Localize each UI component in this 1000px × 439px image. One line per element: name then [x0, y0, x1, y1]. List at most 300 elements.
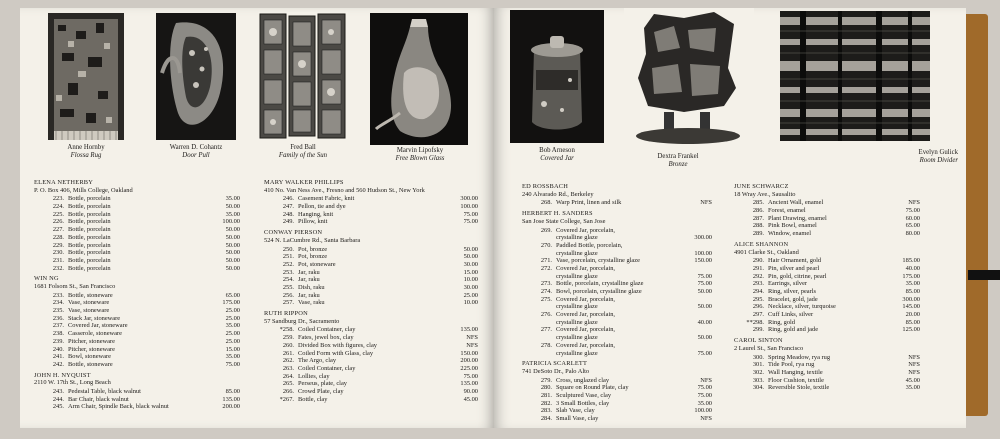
- item-description: crystalline glaze: [556, 318, 598, 326]
- item-number: 288.: [752, 222, 764, 230]
- item-description: Bottle, porcelain: [68, 218, 111, 226]
- item-price: 300.00: [694, 234, 712, 242]
- catalog-item-row: [34, 211, 240, 219]
- photo-family-of-the-sun: [258, 12, 348, 142]
- left-page: [20, 8, 494, 428]
- item-description: Covered Jar, porcelain,: [556, 341, 616, 349]
- catalog-item-row: [34, 403, 240, 411]
- catalog-item-row: [34, 330, 240, 338]
- artist-section: [734, 241, 920, 334]
- item-list: [734, 354, 920, 392]
- catalog-item-row: [734, 303, 920, 311]
- catalog-item-row: [522, 400, 712, 408]
- item-description: Covered Jar, porcelain,: [556, 295, 616, 303]
- item-list: [264, 326, 478, 403]
- artist-address: 57 Sandburg Dr., Sacramento: [264, 317, 340, 325]
- photo-flossa-rug: [48, 13, 124, 140]
- item-description: The Argo, clay: [298, 357, 337, 365]
- catalog-item-row: [264, 218, 478, 226]
- item-number: 303.: [752, 376, 764, 384]
- item-price: NFS: [700, 199, 712, 207]
- item-list: [522, 199, 712, 207]
- right-page: [494, 8, 966, 428]
- item-price: 185.00: [902, 257, 920, 265]
- catalog-item-row: [264, 253, 478, 261]
- catalog-item-row: [34, 361, 240, 369]
- artist-address: 410 No. Van Ness Ave., Fresno and 560 Hudson St., New York: [264, 186, 425, 194]
- item-description: Vase, stoneware: [68, 307, 110, 315]
- item-description: Wall Hanging, textile: [768, 368, 823, 376]
- item-number: 302.: [752, 368, 764, 376]
- item-description: Spring Meadow, rya rug: [768, 353, 831, 361]
- item-number: 251.: [282, 253, 294, 261]
- item-number: *267.: [279, 395, 294, 403]
- item-number: 300.: [752, 353, 764, 361]
- item-price: 135.00: [460, 380, 478, 388]
- item-number: 284.: [540, 415, 552, 423]
- item-number: 245.: [52, 403, 64, 411]
- catalog-item-row: [264, 350, 478, 358]
- item-price: 100.00: [460, 203, 478, 211]
- item-number: 243.: [52, 387, 64, 395]
- catalog-item-row: [264, 299, 478, 307]
- item-price: NFS: [908, 199, 920, 207]
- item-number: 279.: [540, 376, 552, 384]
- item-price: 35.00: [225, 210, 240, 218]
- item-number: 282.: [540, 399, 552, 407]
- item-number: 296.: [752, 303, 764, 311]
- item-description: Covered Jar, porcelain,: [556, 326, 616, 334]
- item-description: crystalline glaze: [556, 303, 598, 311]
- item-price: 200.00: [460, 357, 478, 365]
- item-description: Cuff Links, silver: [768, 311, 814, 319]
- catalog-item-row: [522, 303, 712, 311]
- artist-section: [34, 275, 240, 368]
- item-number: 226.: [52, 218, 64, 226]
- item-price: 35.00: [225, 353, 240, 361]
- item-price: 35.00: [905, 384, 920, 392]
- item-price: 75.00: [697, 349, 712, 357]
- catalog-item-row: [264, 261, 478, 269]
- item-number: 224.: [52, 203, 64, 211]
- catalog-item-row: [734, 230, 920, 238]
- item-price: 20.00: [905, 311, 920, 319]
- item-price: 75.00: [225, 360, 240, 368]
- item-description: Reversible Stole, textile: [768, 384, 830, 392]
- item-list: [522, 377, 712, 423]
- caption-artist: Warren D. Cohantz: [169, 144, 223, 151]
- artist-name: ALICE SHANNON: [734, 240, 789, 248]
- item-number: 283.: [540, 407, 552, 415]
- item-price: 30.00: [463, 260, 478, 268]
- caption-title: Door Pull: [182, 152, 210, 159]
- item-price: 85.00: [225, 387, 240, 395]
- cover-stripe: [968, 270, 1000, 280]
- item-description: Divided Box with figures, clay: [298, 341, 377, 349]
- item-number: 254.: [282, 276, 294, 284]
- catalog-item-row: [522, 415, 712, 423]
- item-description: Bowl, porcelain, crystalline glaze: [556, 288, 642, 295]
- item-price: 15.00: [463, 268, 478, 276]
- item-number: 293.: [752, 280, 764, 288]
- item-description: Covered Jar, porcelain,: [556, 226, 616, 234]
- artist-section: [264, 310, 478, 403]
- catalog-item-row: [522, 334, 712, 342]
- catalog-item-row: [264, 373, 478, 381]
- item-description: Pillow, knit: [298, 218, 328, 226]
- item-description: Coiled Container, clay: [298, 326, 356, 334]
- catalog-item-row: [734, 199, 920, 207]
- catalog-item-row: [264, 380, 478, 388]
- item-number: 249.: [282, 218, 294, 226]
- item-number: 248.: [282, 210, 294, 218]
- catalog-item-row: [264, 269, 478, 277]
- item-description: Jar, raku: [298, 268, 320, 276]
- item-number: 286.: [752, 207, 764, 215]
- catalog-item-row: [264, 276, 478, 284]
- catalog-item-row: [34, 249, 240, 257]
- item-number: 240.: [52, 345, 64, 353]
- item-number: 275.: [540, 295, 552, 303]
- catalog-item-row: [522, 288, 712, 296]
- catalog-item-row: [522, 234, 712, 242]
- artist-name: JUNE SCHWARCZ: [734, 183, 789, 190]
- item-description: Hanging, knit: [298, 210, 334, 218]
- item-number: 294.: [752, 288, 764, 295]
- catalog-item-row: [264, 292, 478, 300]
- caption-lipofsky: [372, 147, 468, 163]
- artist-section: [264, 229, 478, 307]
- item-price: 35.00: [905, 280, 920, 288]
- item-description: Dish, raku: [298, 284, 325, 291]
- item-number: 304.: [752, 384, 764, 392]
- caption-title: Room Divider: [919, 157, 958, 164]
- item-number: 231.: [52, 256, 64, 264]
- catalog-item-row: [34, 346, 240, 354]
- item-description: Hair Ornament, gold: [768, 257, 822, 265]
- item-number: 256.: [282, 291, 294, 299]
- item-price: 75.00: [697, 280, 712, 288]
- column-left-2: [264, 176, 478, 403]
- item-number: 260.: [282, 341, 294, 349]
- item-price: 15.00: [225, 345, 240, 353]
- item-price: 75.00: [905, 207, 920, 215]
- item-description: Lollies, clay: [298, 372, 330, 380]
- item-description: Pitcher, stoneware: [68, 337, 115, 345]
- item-number: 289.: [752, 230, 764, 238]
- artist-name: HERBERT H. SANDERS: [522, 210, 593, 218]
- item-number: 299.: [752, 326, 764, 334]
- item-price: 25.00: [225, 314, 240, 322]
- item-description: Pot, bronze: [298, 253, 328, 261]
- item-description: crystalline glaze: [556, 249, 598, 257]
- item-description: Pot, bronze: [298, 245, 328, 253]
- item-price: 90.00: [463, 387, 478, 395]
- item-description: Tide Pool, rya rug: [768, 361, 815, 369]
- item-price: 135.00: [460, 326, 478, 334]
- caption-title: Family of the Sun: [278, 152, 328, 159]
- item-number: 271.: [540, 257, 552, 265]
- caption-artist: Dextra Frankel: [657, 153, 699, 160]
- catalog-item-row: [34, 265, 240, 273]
- item-price: NFS: [466, 341, 478, 349]
- item-description: Stack Jar, stoneware: [68, 314, 121, 322]
- item-description: Window, enamel: [768, 230, 811, 238]
- catalog-item-row: [522, 265, 712, 273]
- item-description: Vase, porcelain, crystalline glaze: [556, 257, 640, 265]
- catalog-item-row: [264, 326, 478, 334]
- catalog-item-row: [34, 315, 240, 323]
- item-number: 229.: [52, 241, 64, 249]
- item-description: Bottle, porcelain: [68, 256, 111, 264]
- caption-frankel: [638, 153, 718, 169]
- item-price: 50.00: [225, 249, 240, 257]
- item-number: 235.: [52, 307, 64, 315]
- catalog-item-row: [264, 365, 478, 373]
- item-price: NFS: [908, 361, 920, 369]
- item-description: Ring, silver, pearls: [768, 288, 817, 295]
- item-price: 25.00: [463, 291, 478, 299]
- item-price: 50.00: [225, 264, 240, 272]
- item-list: [734, 257, 920, 334]
- artist-address: 4901 Clarke St., Oakland: [734, 248, 799, 256]
- item-price: 125.00: [902, 326, 920, 334]
- item-description: Pin, gold, citrine, pearl: [768, 272, 827, 280]
- item-description: Bracelet, gold, jade: [768, 295, 818, 303]
- catalog-item-row: [734, 377, 920, 385]
- item-description: Necklace, silver, turquoise: [768, 303, 836, 311]
- item-number: 253.: [282, 268, 294, 276]
- item-description: Vase, stoneware: [68, 299, 110, 307]
- photo-door-pull: [156, 13, 236, 140]
- item-description: Pot, stoneware: [298, 260, 336, 268]
- artist-address: 18 Wray Ave., Sausalito: [734, 190, 796, 198]
- item-description: Vase, raku: [298, 299, 325, 307]
- item-description: Square on Round Plate, clay: [556, 384, 629, 392]
- item-price: 75.00: [697, 384, 712, 392]
- catalog-item-row: [264, 195, 478, 203]
- item-description: Bottle, porcelain: [68, 241, 111, 249]
- item-description: Bar Chair, black walnut: [68, 395, 129, 403]
- artist-address: 240 Alvarado Rd., Berkeley: [522, 190, 594, 198]
- caption-artist: Anne Hornby: [67, 144, 105, 151]
- artist-section: [264, 179, 478, 226]
- caption-artist: Evelyn Gulick: [918, 149, 958, 156]
- artist-name: ED ROSSBACH: [522, 183, 569, 190]
- caption-title: Free Blown Glass: [395, 155, 445, 162]
- item-price: 150.00: [694, 257, 712, 265]
- photo-free-blown-glass: [370, 13, 468, 145]
- item-number: 247.: [282, 203, 294, 211]
- item-price: 40.00: [905, 264, 920, 272]
- catalog-item-row: [734, 257, 920, 265]
- caption-title: Bronze: [668, 161, 688, 168]
- item-description: Bowl, stoneware: [68, 353, 111, 361]
- catalog-item-row: [734, 288, 920, 296]
- item-description: Pin, silver and pearl: [768, 264, 820, 272]
- item-price: 300.00: [460, 195, 478, 203]
- artist-section: [522, 183, 712, 207]
- item-description: Pellon, tie and dye: [298, 203, 346, 211]
- item-number: 228.: [52, 233, 64, 241]
- item-number: **298.: [746, 318, 764, 326]
- catalog-item-row: [734, 215, 920, 223]
- catalog-item-row: [34, 195, 240, 203]
- caption-artist: Fred Ball: [290, 144, 316, 151]
- caption-gulick: [870, 149, 958, 165]
- column-left-1: [34, 176, 240, 411]
- item-price: 10.00: [463, 299, 478, 307]
- catalog-item-row: [264, 246, 478, 254]
- caption-title: Flossa Rug: [70, 152, 102, 159]
- item-number: 268.: [540, 199, 552, 207]
- catalog-item-row: [734, 361, 920, 369]
- photo-room-divider: [780, 11, 930, 141]
- item-description: Paddled Bottle, porcelain,: [556, 241, 623, 249]
- item-number: 297.: [752, 311, 764, 319]
- item-description: Pedestal Table, black walnut: [68, 387, 141, 395]
- item-price: 50.00: [225, 241, 240, 249]
- caption-title: Covered Jar: [540, 155, 574, 162]
- caption-hornby: [40, 144, 132, 160]
- item-list: [264, 246, 478, 308]
- item-number: 242.: [52, 360, 64, 368]
- item-description: Coiled Form with Glass, clay: [298, 349, 374, 357]
- item-description: Pink Bowl, enamel: [768, 222, 817, 230]
- catalog-item-row: [734, 265, 920, 273]
- item-description: 3 Small Bottles, clay: [556, 399, 610, 407]
- item-number: 252.: [282, 260, 294, 268]
- item-list: [734, 199, 920, 237]
- artist-name: RUTH RIPPON: [264, 310, 308, 318]
- column-right-1: [522, 180, 712, 423]
- catalog-item-row: [34, 257, 240, 265]
- caption-ball: [256, 144, 350, 160]
- item-price: 75.00: [697, 391, 712, 399]
- item-description: Cross, unglazed clay: [556, 376, 610, 384]
- artist-section: [34, 179, 240, 272]
- item-description: crystalline glaze: [556, 349, 598, 357]
- item-description: Ring, gold: [768, 318, 795, 326]
- catalog-item-row: [522, 377, 712, 385]
- artist-address: 1681 Folsom St., San Francisco: [34, 282, 116, 290]
- catalog-item-row: [734, 319, 920, 327]
- item-price: 50.00: [225, 256, 240, 264]
- item-price: 75.00: [697, 272, 712, 280]
- catalog-item-row: [34, 242, 240, 250]
- item-price: 100.00: [222, 218, 240, 226]
- item-description: Bottle, porcelain: [68, 203, 111, 211]
- item-number: 233.: [52, 291, 64, 299]
- item-description: Small Vase, clay: [556, 415, 599, 423]
- item-price: 100.00: [694, 407, 712, 415]
- catalog-item-row: [522, 227, 712, 235]
- artist-section: [734, 183, 920, 238]
- item-number: 232.: [52, 264, 64, 272]
- catalog-item-row: [734, 273, 920, 281]
- catalog-item-row: [522, 242, 712, 250]
- artist-name: CONWAY PIERSON: [264, 229, 323, 237]
- item-price: 175.00: [222, 299, 240, 307]
- artist-address: 741 DeSoto Dr., Palo Alto: [522, 367, 590, 375]
- item-price: 50.00: [463, 253, 478, 261]
- item-number: 270.: [540, 241, 552, 249]
- catalog-item-row: [522, 342, 712, 350]
- item-number: 234.: [52, 299, 64, 307]
- item-number: 237.: [52, 322, 64, 330]
- item-description: Bottle, porcelain: [68, 233, 111, 241]
- item-number: *258.: [279, 326, 294, 334]
- catalog-item-row: [522, 199, 712, 207]
- item-price: 50.00: [225, 233, 240, 241]
- artist-address: 2 Laurel St., San Francisco: [734, 344, 804, 352]
- item-price: 50.00: [225, 226, 240, 234]
- item-description: Casserole, stoneware: [68, 330, 122, 338]
- artist-section: [734, 337, 920, 392]
- catalog-item-row: [522, 392, 712, 400]
- catalog-item-row: [34, 338, 240, 346]
- item-number: 257.: [282, 299, 294, 307]
- item-number: 291.: [752, 264, 764, 272]
- item-price: 45.00: [463, 395, 478, 403]
- caption-arneson: [508, 147, 606, 163]
- catalog-item-row: [34, 388, 240, 396]
- catalog-item-row: [34, 226, 240, 234]
- item-price: 85.00: [905, 288, 920, 295]
- item-price: 45.00: [905, 376, 920, 384]
- artist-section: [522, 360, 712, 423]
- item-price: NFS: [908, 353, 920, 361]
- catalog-item-row: [734, 311, 920, 319]
- artist-address: San Jose State College, San Jose: [522, 217, 606, 225]
- item-price: NFS: [700, 415, 712, 423]
- catalog-item-row: [522, 384, 712, 392]
- item-number: 250.: [282, 245, 294, 253]
- item-number: 263.: [282, 364, 294, 372]
- item-description: Bottle, clay: [298, 395, 328, 403]
- item-number: 230.: [52, 249, 64, 257]
- item-price: 40.00: [697, 318, 712, 326]
- item-number: 236.: [52, 314, 64, 322]
- item-number: 292.: [752, 272, 764, 280]
- catalog-item-row: [522, 296, 712, 304]
- item-description: crystalline glaze: [556, 234, 598, 242]
- artist-name: PATRICIA SCARLETT: [522, 360, 588, 368]
- artist-name: WIN NG: [34, 275, 59, 283]
- item-price: 65.00: [225, 291, 240, 299]
- catalog-item-row: [264, 284, 478, 292]
- item-description: Covered Jar, porcelain,: [556, 264, 616, 272]
- catalog-item-row: [734, 296, 920, 304]
- item-description: Sculptured Vase, clay: [556, 391, 612, 399]
- catalog-item-row: [522, 311, 712, 319]
- catalog-item-row: [264, 357, 478, 365]
- artist-address: 2110 W. 17th St., Long Beach: [34, 379, 111, 387]
- catalog-item-row: [34, 234, 240, 242]
- item-number: 259.: [282, 334, 294, 342]
- item-price: 85.00: [905, 318, 920, 326]
- artist-name: MARY WALKER PHILLIPS: [264, 179, 344, 186]
- catalog-item-row: [522, 250, 712, 258]
- item-description: Pitcher, stoneware: [68, 345, 115, 353]
- photo-covered-jar: [510, 10, 604, 143]
- catalog-item-row: [264, 342, 478, 350]
- item-description: Floor Cushion, textile: [768, 376, 824, 384]
- artist-section: [34, 372, 240, 411]
- item-description: Bottle, stoneware: [68, 291, 113, 299]
- item-description: Covered Jar, porcelain,: [556, 311, 616, 319]
- item-description: crystalline glaze: [556, 334, 598, 342]
